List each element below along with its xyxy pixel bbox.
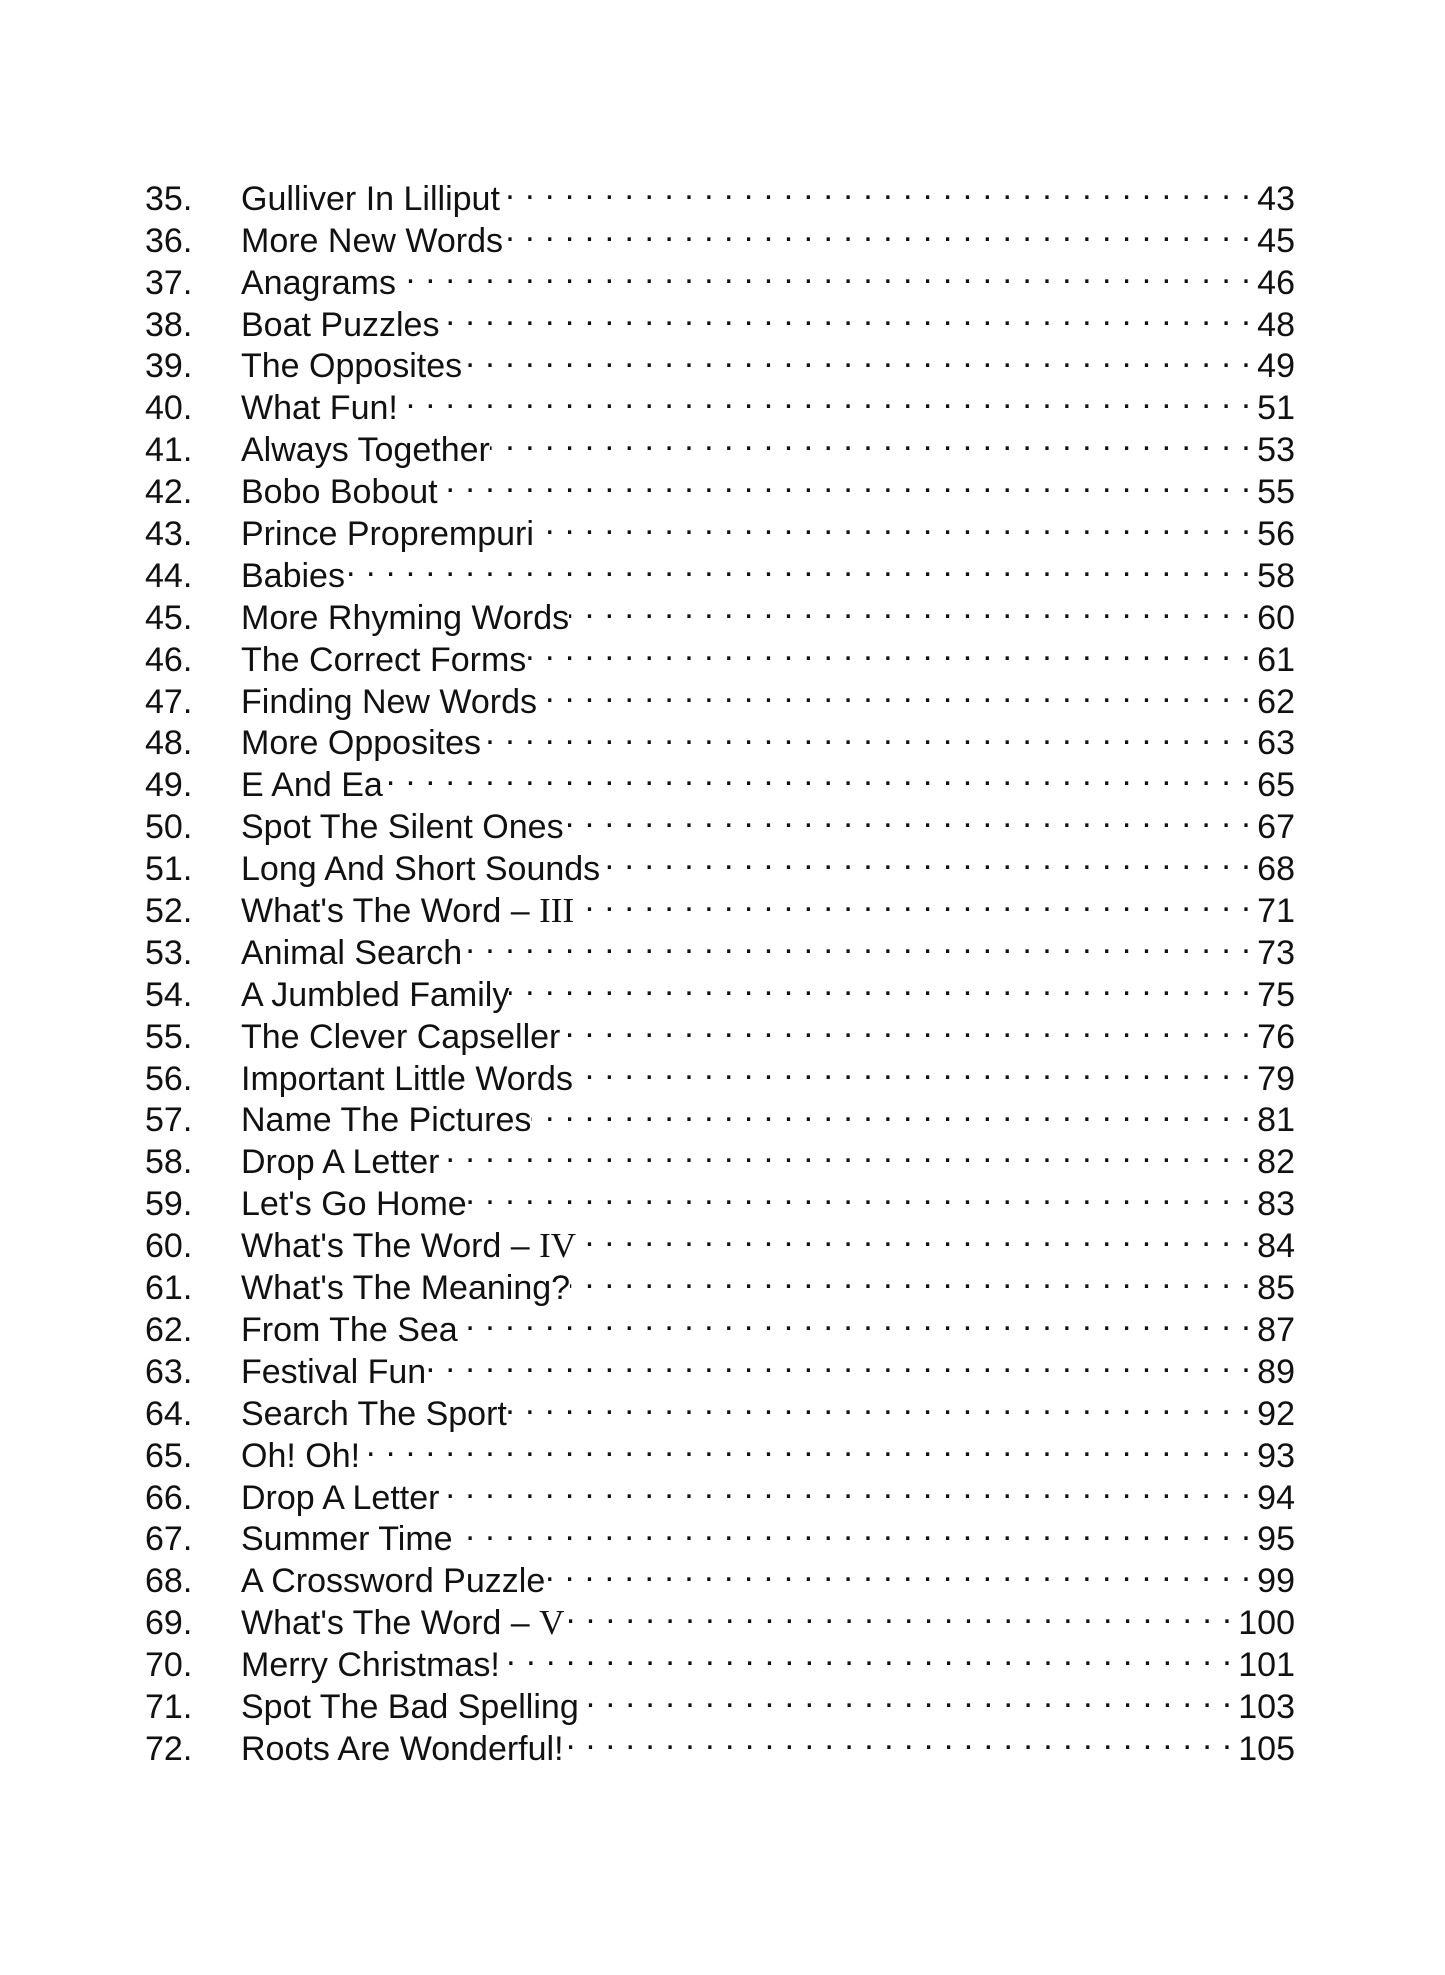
toc-entry-title	[241, 640, 526, 682]
toc-entry-page-number: 87	[1257, 1310, 1295, 1349]
toc-entry-title-text: Name The Pictures	[241, 1101, 532, 1140]
toc-dot-leader	[481, 713, 1255, 755]
toc-entry-page-number: 63	[1257, 724, 1295, 763]
toc-dot-leader	[579, 1676, 1237, 1718]
toc-dot-leader	[458, 1299, 1255, 1341]
toc-entry-number: 36.	[145, 221, 193, 260]
toc-entry-number: 63.	[145, 1352, 193, 1391]
toc-entry-title	[241, 1310, 458, 1352]
toc-entry-title-text: What's The Meaning?	[241, 1269, 571, 1308]
toc-entry-title-text: Important Little Words	[241, 1059, 573, 1098]
toc-entry-title-text: Prince Proprempuri	[241, 515, 534, 554]
toc-entry-title-text: A Jumbled Family	[241, 975, 510, 1014]
toc-entry-page-number: 84	[1257, 1227, 1295, 1266]
toc-entry-title	[241, 305, 439, 347]
toc-entry-page-number: 68	[1257, 850, 1295, 889]
toc-entry-number: 64.	[145, 1394, 193, 1433]
toc-entry-page-number: 94	[1257, 1478, 1295, 1517]
toc-dot-leader	[545, 1550, 1255, 1592]
toc-entry-number: 41.	[145, 431, 193, 470]
toc-entry-number: 70.	[145, 1646, 193, 1685]
toc-entry-page-number: 67	[1257, 808, 1295, 847]
toc-entry-number: 67.	[145, 1520, 193, 1559]
toc-entry-title-text: Let's Go Home	[241, 1185, 467, 1224]
toc-dot-leader	[574, 880, 1255, 922]
toc-entry-title	[241, 1687, 579, 1729]
toc-entry-page-number: 48	[1257, 305, 1295, 344]
toc-entry-page-number: 89	[1257, 1352, 1295, 1391]
toc-entry-number: 58.	[145, 1143, 193, 1182]
toc-entry-number: 44.	[145, 556, 193, 595]
toc-entry-number: 43.	[145, 515, 193, 554]
toc-dot-leader	[560, 1006, 1255, 1048]
toc-entry-title-text: What Fun!	[241, 389, 398, 428]
toc-entry-title-text: Festival Fun	[241, 1352, 427, 1391]
toc-entry-number: 45.	[145, 598, 193, 637]
toc-entry-number: 51.	[145, 850, 193, 889]
toc-entry-title-text: Gulliver In Lilliput	[241, 179, 500, 218]
toc-entry-number: 54.	[145, 975, 193, 1014]
toc-entry-title-text: Always Together	[241, 431, 490, 470]
toc-entry-title	[241, 1436, 360, 1478]
toc-entry-number: 72.	[145, 1729, 193, 1768]
toc-dot-leader	[426, 1341, 1255, 1383]
toc-entry-title	[241, 1519, 453, 1561]
toc-entry-number: 49.	[145, 766, 193, 805]
toc-entry-page-number: 83	[1257, 1185, 1295, 1224]
toc-dot-leader	[509, 964, 1255, 1006]
toc-entry-title-text: The Correct Forms	[241, 640, 527, 679]
toc-entry-title	[241, 765, 383, 807]
toc-entry-page-number: 85	[1257, 1269, 1295, 1308]
toc-entry-number: 55.	[145, 1017, 193, 1056]
toc-entry-page-number: 43	[1257, 179, 1295, 218]
toc-entry-title	[241, 849, 600, 891]
toc-dot-leader	[383, 754, 1255, 796]
toc-entry-title-text: Oh! Oh!	[241, 1436, 361, 1475]
toc-entry-number: 65.	[145, 1436, 193, 1475]
toc-entry-roman-numeral: III	[539, 891, 575, 931]
toc-entry-number: 42.	[145, 473, 193, 512]
toc-entry-number: 40.	[145, 389, 193, 428]
toc-dot-leader	[360, 1425, 1255, 1467]
toc-entry-title	[241, 1225, 576, 1268]
toc-entry-title-text: E And Ea	[241, 766, 383, 805]
toc-entry-page-number: 55	[1257, 473, 1295, 512]
toc-entry-title	[241, 598, 569, 640]
toc-entry-number: 39.	[145, 347, 193, 386]
toc-dot-leader	[503, 210, 1255, 252]
toc-dot-leader	[345, 545, 1255, 587]
toc-entry-number: 61.	[145, 1269, 193, 1308]
toc-entry-page-number: 100	[1238, 1604, 1295, 1643]
toc-entry-title-text: Roots Are Wonderful!	[241, 1729, 564, 1768]
toc-entry-page-number: 105	[1238, 1729, 1295, 1768]
toc-entry-title	[241, 388, 398, 430]
toc-entry-page-number: 60	[1257, 598, 1295, 637]
toc-entry-number: 62.	[145, 1310, 193, 1349]
toc-entry-page-number: 75	[1257, 975, 1295, 1014]
toc-entry-page-number: 79	[1257, 1059, 1295, 1098]
toc-entry-title	[241, 472, 438, 514]
toc-entry-number: 66.	[145, 1478, 193, 1517]
toc-entry-number: 50.	[145, 808, 193, 847]
toc-entry	[145, 168, 1295, 218]
toc-dot-leader	[534, 503, 1255, 545]
table-of-contents	[145, 168, 1295, 1768]
toc-entry-title-text: A Crossword Puzzle	[241, 1562, 546, 1601]
toc-entry-title-text: Boat Puzzles	[241, 305, 440, 344]
toc-entry-title-text: Drop A Letter	[241, 1478, 440, 1517]
toc-entry-page-number: 93	[1257, 1436, 1295, 1475]
toc-entry-page-number: 76	[1257, 1017, 1295, 1056]
toc-entry-number: 46.	[145, 640, 193, 679]
toc-entry-number: 69.	[145, 1604, 193, 1643]
toc-entry-number: 37.	[145, 263, 193, 302]
toc-entry-title-text: What's The Word –	[241, 892, 540, 931]
toc-entry-number: 56.	[145, 1059, 193, 1098]
toc-entry-title-text: Long And Short Sounds	[241, 850, 601, 889]
toc-dot-leader	[537, 671, 1255, 713]
toc-entry-page-number: 103	[1238, 1687, 1295, 1726]
toc-entry-title-text: More New Words	[241, 221, 503, 260]
toc-entry-number: 57.	[145, 1101, 193, 1140]
toc-entry-title	[241, 807, 564, 849]
toc-dot-leader	[507, 1383, 1255, 1425]
toc-entry-title-text: Spot The Silent Ones	[241, 808, 564, 847]
toc-entry-page-number: 92	[1257, 1394, 1295, 1433]
toc-entry-title	[241, 1059, 573, 1101]
toc-entry-number: 59.	[145, 1185, 193, 1224]
toc-entry-title	[241, 556, 345, 598]
toc-entry-title-text: Search The Sport	[241, 1394, 507, 1433]
toc-entry-title-text: Animal Search	[241, 933, 463, 972]
toc-dot-leader	[531, 1090, 1255, 1132]
toc-entry-number: 68.	[145, 1562, 193, 1601]
toc-entry-page-number: 99	[1257, 1562, 1295, 1601]
toc-entry-title-text: Summer Time	[241, 1520, 453, 1559]
toc-entry-title-text: The Opposites	[241, 347, 463, 386]
toc-entry-page-number: 71	[1257, 892, 1295, 931]
toc-dot-leader	[600, 838, 1255, 880]
toc-dot-leader	[462, 336, 1255, 378]
toc-entry-title-text: Finding New Words	[241, 682, 538, 721]
toc-entry-title	[241, 933, 462, 975]
toc-entry-number: 35.	[145, 179, 193, 218]
toc-dot-leader	[396, 252, 1255, 294]
toc-entry-title	[241, 1352, 426, 1394]
toc-dot-leader	[439, 1467, 1255, 1509]
toc-entry-title-text: What's The Word –	[241, 1227, 540, 1266]
toc-entry-number: 47.	[145, 682, 193, 721]
toc-entry-page-number: 61	[1257, 640, 1295, 679]
toc-entry-title-text: Drop A Letter	[241, 1143, 440, 1182]
toc-entry-page-number: 46	[1257, 263, 1295, 302]
toc-entry-title-text: What's The Word –	[241, 1604, 540, 1643]
toc-entry-page-number: 101	[1238, 1646, 1295, 1685]
toc-entry-title	[241, 1478, 439, 1520]
toc-entry-title-text: From The Sea	[241, 1310, 458, 1349]
toc-entry-title-text: More Opposites	[241, 724, 481, 763]
toc-entry-title-text: Bobo Bobout	[241, 473, 438, 512]
toc-entry-page-number: 82	[1257, 1143, 1295, 1182]
toc-entry-page-number: 65	[1257, 766, 1295, 805]
toc-dot-leader	[462, 922, 1255, 964]
toc-dot-leader	[500, 168, 1255, 210]
toc-dot-leader	[569, 587, 1255, 629]
toc-entry-title	[241, 1142, 439, 1184]
toc-dot-leader	[500, 1634, 1236, 1676]
toc-entry-number: 71.	[145, 1687, 193, 1726]
toc-dot-leader	[439, 294, 1255, 336]
toc-entry-number: 38.	[145, 305, 193, 344]
toc-entry-title	[241, 1561, 545, 1603]
toc-dot-leader	[526, 629, 1255, 671]
toc-entry-title-text: More Rhyming Words	[241, 598, 570, 637]
toc-dot-leader	[564, 796, 1256, 838]
toc-entry-title	[241, 1184, 467, 1226]
toc-entry-title-text: The Clever Capseller	[241, 1017, 561, 1056]
toc-dot-leader	[576, 1215, 1255, 1257]
toc-entry-title	[241, 1729, 564, 1771]
toc-entry-title-text: Spot The Bad Spelling	[241, 1687, 579, 1726]
toc-entry-page-number: 51	[1257, 389, 1295, 428]
toc-dot-leader	[490, 419, 1255, 461]
toc-entry-title-text: Anagrams	[241, 263, 396, 302]
toc-entry-title	[241, 1017, 560, 1059]
toc-entry-page-number: 73	[1257, 933, 1295, 972]
toc-dot-leader	[453, 1509, 1256, 1551]
toc-entry-title-text: Babies	[241, 556, 345, 595]
toc-entry-roman-numeral: IV	[539, 1226, 577, 1266]
toc-entry-title	[241, 263, 396, 305]
toc-dot-leader	[438, 461, 1256, 503]
toc-entry-title	[241, 975, 509, 1017]
toc-entry-title-text: Merry Christmas!	[241, 1646, 500, 1685]
toc-entry-title	[241, 1645, 500, 1687]
toc-entry-page-number: 62	[1257, 682, 1295, 721]
toc-entry-number: 60.	[145, 1227, 193, 1266]
toc-entry-page-number: 95	[1257, 1520, 1295, 1559]
toc-entry-number: 53.	[145, 933, 193, 972]
toc-dot-leader	[439, 1131, 1255, 1173]
toc-dot-leader	[467, 1173, 1255, 1215]
toc-entry-number: 52.	[145, 892, 193, 931]
toc-entry-page-number: 58	[1257, 556, 1295, 595]
toc-entry-page-number: 45	[1257, 221, 1295, 260]
toc-dot-leader	[570, 1257, 1255, 1299]
toc-entry-roman-numeral: V	[539, 1603, 565, 1643]
toc-dot-leader	[564, 1592, 1236, 1634]
toc-dot-leader	[564, 1718, 1237, 1760]
toc-dot-leader	[398, 377, 1255, 419]
toc-entry-page-number: 56	[1257, 515, 1295, 554]
toc-entry-page-number: 49	[1257, 347, 1295, 386]
toc-dot-leader	[573, 1048, 1255, 1090]
toc-entry-number: 48.	[145, 724, 193, 763]
toc-entry-page-number: 53	[1257, 431, 1295, 470]
toc-entry-title	[241, 179, 500, 221]
toc-entry-page-number: 81	[1257, 1101, 1295, 1140]
